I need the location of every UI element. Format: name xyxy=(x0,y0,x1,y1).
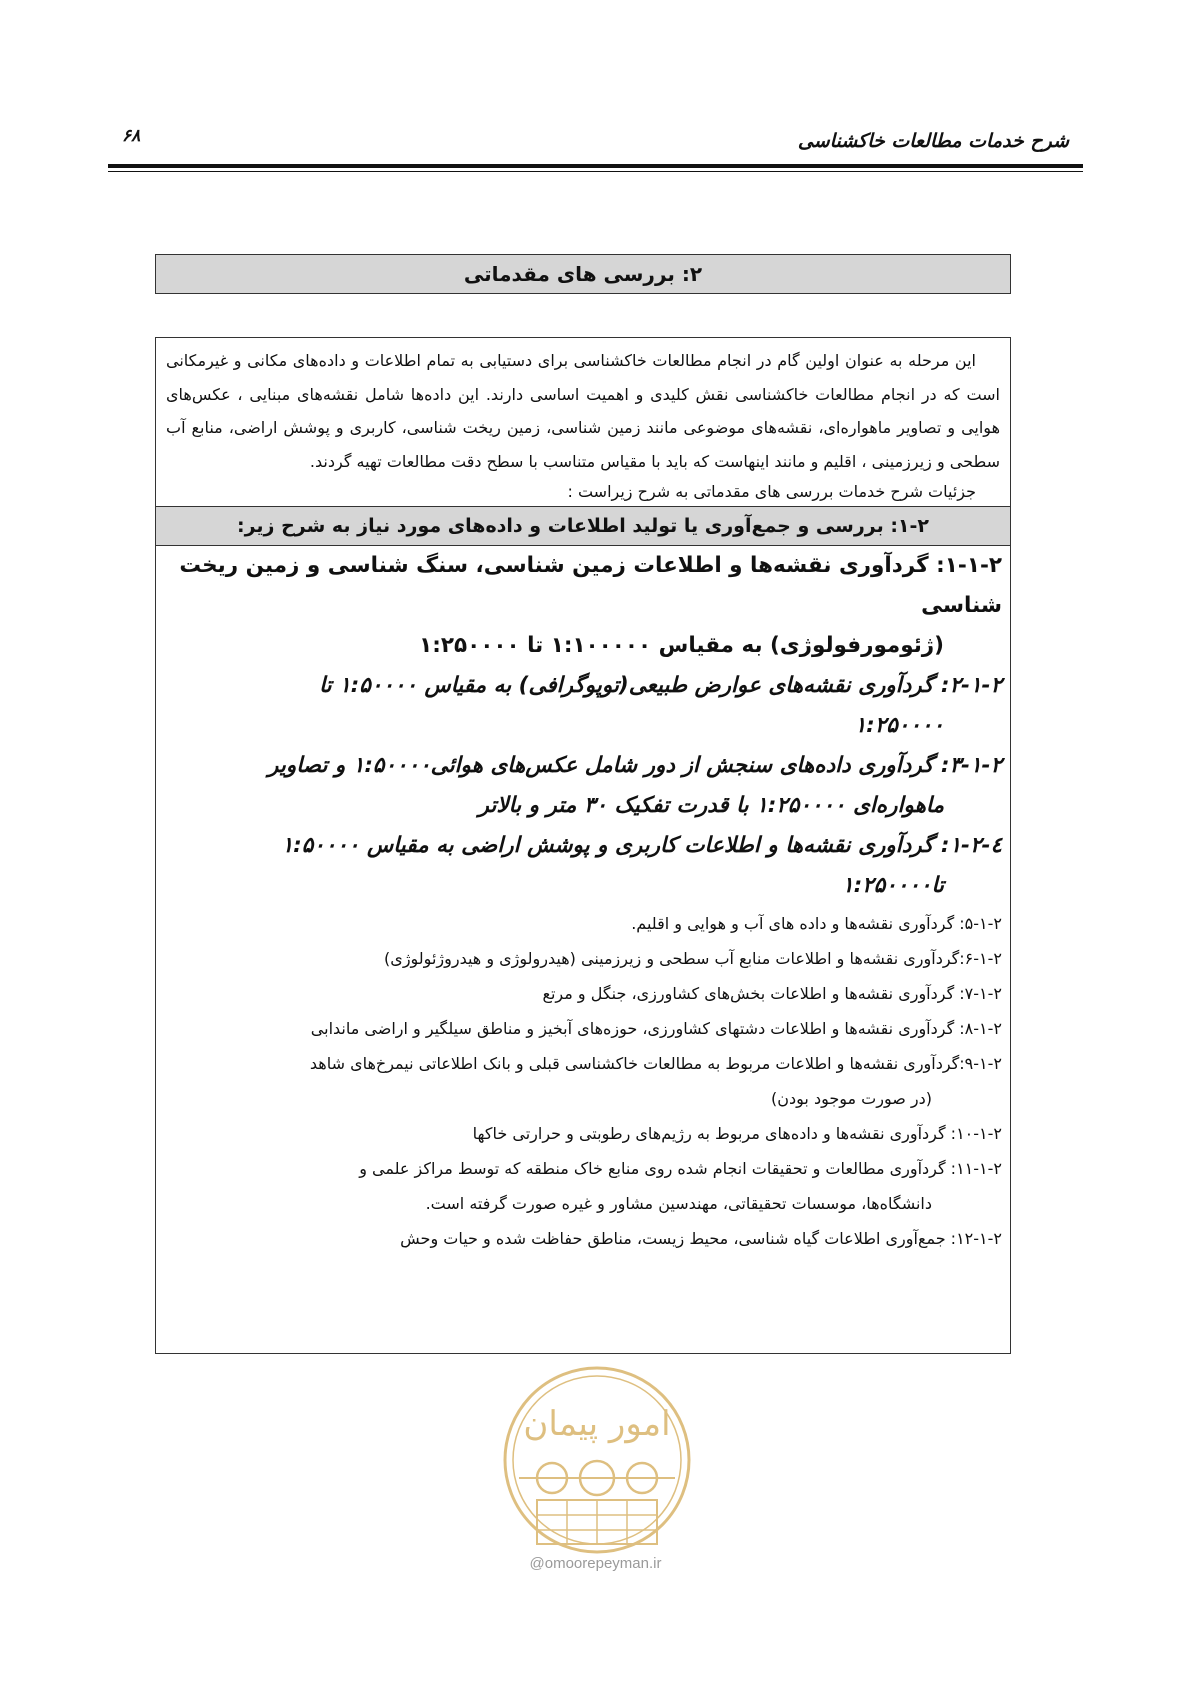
watermark-url: @omoorepeyman.ir xyxy=(529,1555,662,1572)
list-item xyxy=(164,906,1002,941)
item-line: ۲-۱-۲: گردآوری نقشه‌های عوارض طبیعی(توپوگرافی) به مقیاس ۱:۵۰۰۰۰ تا xyxy=(319,673,1002,698)
item-line: ۱۱-۱-۲: گردآوری مطالعات و تحقیقات انجام شده روی منابع خاک منطقه که توسط مراکز علمی و xyxy=(359,1159,1002,1178)
page-number: ۶۸ xyxy=(122,126,141,146)
intro xyxy=(156,338,1010,506)
section-title: ۲: بررسی های مقدماتی xyxy=(155,254,1011,294)
watermark-logo xyxy=(497,1360,697,1565)
item-line: ۵-۱-۲: گردآوری نقشه‌ها و داده های آب و هوایی و اقلیم. xyxy=(631,914,1002,933)
running-title: شرح خدمات مطالعات خاکشناسی xyxy=(797,130,1069,152)
item-line: ۸-۱-۲: گردآوری نقشه‌ها و اطلاعات دشتهای کشاورزی، حوزه‌های آبخیز و مناطق سیلگیر و اراضی ماندابی xyxy=(310,1019,1002,1038)
item-line: ۹-۱-۲:گردآوری نقشه‌ها و اطلاعات مربوط به مطالعات خاکشناسی قبلی و بانک اطلاعاتی نیمرخ‌های شاهد xyxy=(309,1054,1002,1073)
list-item xyxy=(164,666,1002,746)
list-item xyxy=(164,1151,1002,1221)
plain-items xyxy=(156,906,1010,1256)
item-continuation: ماهواره‌ای ۱:۲۵۰۰۰۰ با قدرت تفکیک ۳۰ متر و بالاتر xyxy=(478,793,944,818)
item-line: ۳-۱-۲: گردآوری داده‌های سنجش از دور شامل عکس‌های هوائی۱:۵۰۰۰۰ و تصاویر xyxy=(268,753,1002,778)
item-line: ۷-۱-۲: گردآوری نقشه‌ها و اطلاعات بخش‌های کشاورزی، جنگل و مرتع xyxy=(542,984,1002,1003)
item-continuation: ۱:۲۵۰۰۰۰ xyxy=(854,713,944,738)
list-item xyxy=(164,826,1002,906)
details-line: جزئیات شرح خدمات بررسی های مقدماتی به شرح زیراست : xyxy=(567,482,976,501)
list-item xyxy=(164,1221,1002,1256)
list-item xyxy=(164,941,1002,976)
list-item xyxy=(164,1046,1002,1116)
content-box xyxy=(155,337,1011,1354)
item-line: ۱۰-۱-۲: گردآوری نقشه‌ها و داده‌های مربوط به رژیم‌های رطوبتی و حرارتی خاکها xyxy=(472,1124,1002,1143)
bold-items xyxy=(156,546,1010,906)
item-continuation: دانشگاه‌ها، موسسات تحقیقاتی، مهندسین مشاور و غیره صورت گرفته است. xyxy=(425,1194,932,1213)
subsection-title: ۱-۲: بررسی و جمع‌آوری یا تولید اطلاعات و داده‌های مورد نیاز به شرح زیر: xyxy=(156,506,1010,546)
intro-paragraph: این مرحله به عنوان اولین گام در انجام مطالعات خاکشناسی برای دستیابی به تمام اطلاعات و داده‌های مکانی و غیرمکانی است که در انجام مطالعات خاکشناسی نقش کلیدی و اهمیت اساسی دارند. این داده‌ها شامل نقشه‌های مبنایی ، عکس‌های هوایی و تصاویر ماهواره‌ای، نقشه‌های موضوعی مانند زمین شناسی، زمین ریخت شناسی، کاربری و پوشش اراضی، منابع آب سطحی و زیرزمینی ، اقلیم و مانند اینهاست که باید با مقیاس متناسب با سطح دقت مطالعات تهیه گردند. xyxy=(166,351,1000,471)
list-item xyxy=(164,746,1002,826)
item-line: ۱-۱-۲: گردآوری نقشه‌ها و اطلاعات زمین شناسی، سنگ شناسی و زمین ریخت شناسی xyxy=(179,553,1002,618)
header-rule-thick xyxy=(108,164,1083,168)
item-line: ٤-۱-۲: گردآوری نقشه‌ها و اطلاعات کاربری و پوشش اراضی به مقیاس ۱:۵۰۰۰۰ xyxy=(281,833,1002,858)
item-continuation: (ژئومورفولوژی) به مقیاس ۱:۱۰۰۰۰۰ تا ۱:۲۵۰۰۰۰ xyxy=(419,633,944,658)
item-line: ۶-۱-۲:گردآوری نقشه‌ها و اطلاعات منابع آب سطحی و زیرزمینی (هیدرولوژی و هیدروژئولوژی) xyxy=(384,949,1002,968)
item-continuation: تا۱:۲۵۰۰۰۰ xyxy=(842,873,944,898)
item-continuation: (در صورت موجود بودن) xyxy=(771,1089,932,1108)
item-line: ۱۲-۱-۲: جمع‌آوری اطلاعات گیاه شناسی، محیط زیست، مناطق حفاظت شده و حیات وحش xyxy=(400,1229,1002,1248)
list-item xyxy=(164,546,1002,666)
header-rule-thin xyxy=(108,171,1083,172)
watermark-logo-text: امور پیمان xyxy=(523,1404,671,1444)
list-item xyxy=(164,1116,1002,1151)
list-item xyxy=(164,976,1002,1011)
list-item xyxy=(164,1011,1002,1046)
